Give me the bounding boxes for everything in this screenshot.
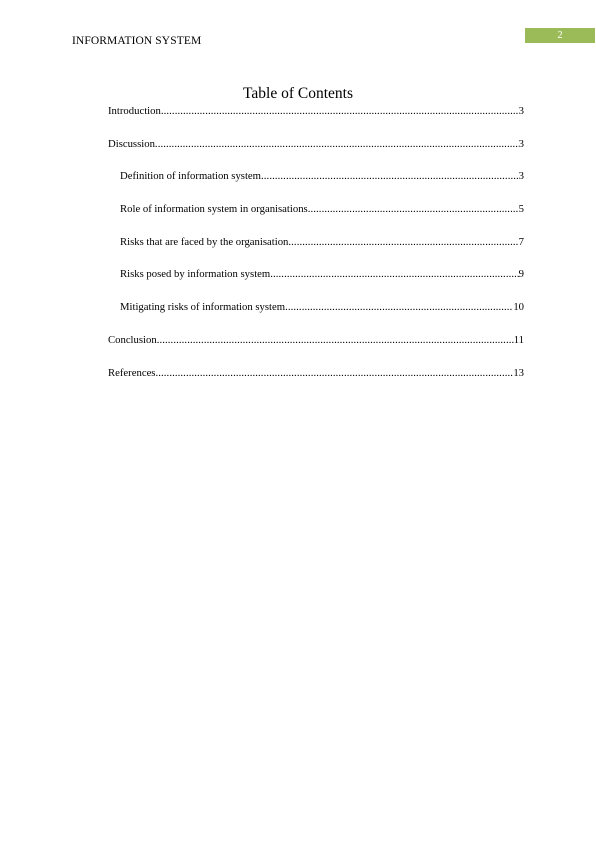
toc-entry-page: 7: [518, 235, 524, 248]
dot-leader: [155, 137, 519, 151]
dot-leader: [308, 202, 519, 216]
toc-entry-label: Risks that are faced by the organisation: [120, 235, 289, 248]
toc-entry-page: 5: [518, 203, 524, 216]
toc-entry-mitigating[interactable]: [108, 300, 524, 333]
toc-entry-risks-posed[interactable]: [108, 267, 524, 300]
toc-entry-introduction[interactable]: [108, 104, 524, 137]
dot-leader: [155, 366, 513, 380]
dot-leader: [157, 333, 514, 347]
toc-entry-label: Discussion: [108, 137, 155, 150]
toc-entry-label: References: [108, 366, 156, 379]
toc-entry-references[interactable]: [108, 366, 524, 399]
toc-entry-page: 13: [513, 366, 524, 379]
toc-entry-label: Conclusion: [108, 333, 157, 346]
toc-entry-discussion[interactable]: [108, 137, 524, 170]
toc-entry-page: 9: [518, 268, 524, 281]
running-head: INFORMATION SYSTEM: [72, 35, 202, 47]
table-of-contents: [108, 104, 524, 398]
toc-entry-page: 3: [518, 137, 524, 150]
toc-entry-page: 10: [513, 301, 524, 314]
toc-entry-definition[interactable]: [108, 169, 524, 202]
toc-entry-page: 3: [518, 170, 524, 183]
toc-entry-label: Definition of information system: [120, 170, 261, 183]
dot-leader: [288, 235, 518, 249]
toc-entry-risks-faced[interactable]: [108, 235, 524, 268]
toc-entry-label: Risks posed by information system: [120, 268, 271, 281]
toc-title: Table of Contents: [243, 85, 353, 102]
dot-leader: [285, 300, 513, 314]
dot-leader: [270, 267, 518, 281]
dot-leader: [261, 169, 519, 183]
toc-entry-label: Introduction: [108, 105, 161, 117]
toc-entry-conclusion[interactable]: [108, 333, 524, 366]
toc-entry-page: 11: [513, 333, 524, 346]
toc-entry-label: Mitigating risks of information system: [120, 301, 286, 314]
dot-leader: [161, 104, 519, 118]
toc-entry-role[interactable]: [108, 202, 524, 235]
toc-entry-label: Role of information system in organisations: [120, 203, 308, 216]
toc-entry-page: 3: [518, 105, 524, 117]
page-number-badge: [525, 28, 595, 43]
page-number: 2: [557, 30, 563, 41]
